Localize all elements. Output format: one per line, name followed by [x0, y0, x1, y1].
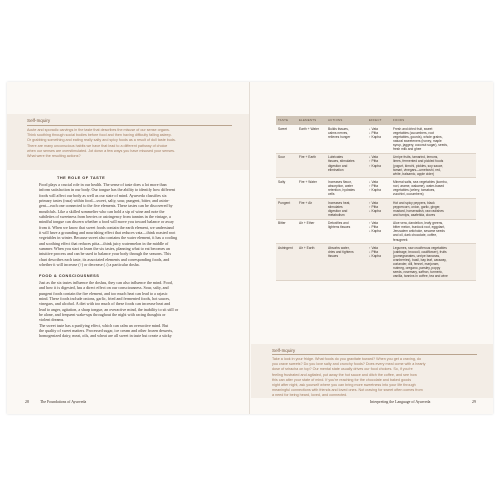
table-cell: Detoxifies and lightens tissues [326, 219, 367, 244]
table-cell: Sweet [276, 125, 297, 153]
running-title: The Foundations of Ayurveda [40, 400, 87, 404]
table-cell: Sour [276, 153, 297, 178]
table-row [276, 153, 476, 178]
table-cell: Builds tissues, calms nerves, relieves hunger [326, 125, 367, 153]
page-number: 28 [25, 400, 29, 404]
food-consciousness-body: Just as the six tastes influence the doshas, they can also influence the mind. Food, and how it is digested, has a direct effect on our consciousness. Sour, salty, and pungent foods contain the fire element, and too much heat can lead to a rajasic mind. These foods include onions, garlic, fried and fermented foods, hot sauces, vinegars, and alcohol. A diet with too much of these foods can increase heat and lead to anger, agitation, a sharp tongue, an overactive mind, the inability to sit still or be alone, and frequent wake-ups throughout the night with racing thoughts or violent dreams. The sweet taste has a purifying effect, which can calm an overactive mind. But the quality of sweet matters. Processed sugar, ice cream and other frozen desserts, homogenized dairy, meat, oils, and wheat are all sweet in taste but create a sticky [39, 280, 179, 339]
table-cell: Absorbs water, dries and tightens tissues [326, 244, 367, 281]
table-row [276, 244, 476, 281]
self-inquiry-text: Acute and sporadic carvings in the taste that describes the misuse of our sense organs. Think soothing through social bodies before food and then having difficulty falling asleep. Or grabbing something and eating really salty and spicy foods as a result of dull taste buds. There are many unconscious habits we have that lead to a different pathway of choice when our senses are overstimulated. Jot down a few ways you have misused your senses. What were the resulting actions? [27, 128, 176, 159]
book-spread [7, 82, 493, 414]
table-cell: ↑ Vata ↓ Pitta ↓ Kapha [367, 244, 391, 281]
table-row [276, 178, 476, 199]
table-cell: Mineral salts, sea vegetables (kombu, nori, arame, wakame), water-based vegetables (celery, tomatoes, zucchini, cucumbers) [391, 178, 476, 199]
table-cell: Aloe vera, dandelion, leafy greens, bitter melon, burdock root, eggplant, Jerusalem artichoke, sesame seeds and oil, dark chocolate, coffee, fenugreek [391, 219, 476, 244]
table-cell: Air + Earth [297, 244, 326, 281]
column-header-elements: ELEMENTS [297, 116, 326, 125]
table-cell: Unripe fruits, tamarind, lemons, limes, fermented and pickled foods (yogurt, kimchi, pickles, soy sauce, tamari, vinegars—umeboshi, red, white, balsamic, apple cider) [391, 153, 476, 178]
self-inquiry-text: Take a look in your fridge. What foods do you gravitate toward? When you get a craving, do you crave sweets? Do you love salty and crunchy foods? Does every meal come with a hearty dose of sriracha on top? Our mental state usually drives our food choices. So, if you're feeling frustrated and agitated, put away the hot sauce and ditch the coffee, and see how this can alter your state of mind. If you're reaching for the chocolate and baked goods night after night, ask yourself where you can bring more sweetness into your life through meaningful connections with friends and loved ones. Not craving for sweet often comes from a need for being heard, loved, and connected. [272, 357, 426, 398]
table-cell: ↓ Vata ↓ Pitta ↑ Kapha [367, 125, 391, 153]
column-header-effect: EFFECT [367, 116, 391, 125]
divider [27, 125, 232, 126]
section-heading-food-consciousness: FOOD & CONSCIOUSNESS [39, 273, 100, 278]
table-cell: ↑ Vata ↓ Pitta ↓ Kapha [367, 219, 391, 244]
column-header-taste: TASTE [276, 116, 297, 125]
column-header-actions: ACTIONS [326, 116, 367, 125]
section-heading-role-of-taste: THE ROLE OF TASTE [57, 175, 106, 180]
right-page [250, 82, 493, 414]
divider [272, 354, 477, 355]
table-header-row [276, 116, 476, 125]
table-row [276, 219, 476, 244]
page-number: 29 [472, 400, 476, 404]
role-of-taste-body: Food plays a crucial role in our health. The sense of taste does a lot more than inform satisfaction in our body. Our tongue has the ability to identify how different foods will affect our body as well as our state of mind. Ayurveda classifies six primary tastes (rasa) within food—sweet, salty, sour, pungent, bitter, and astrin- gent—each one connected to the five elements. These tastes can be discovered by mouthfuls. Like a skilled sommelier who can hold a sip of wine and note the subtleties of sweetness from berries or astringency from tannins in the vintage, a mindful tongue can discern whether a food will move you toward balance or away from it. When we know that sweet foods contain the earth element, we understand it will have a grounding and nourishing effect that reduces vata—think roasted root vegetables in winter. Because sweet also contains the water element, it has a cooling and soothing effect that reduces pitta—think juicy watermelon in the middle of summer. When you start to learn the six tastes, planning what to eat becomes an intuitive process and can be used to balance your body through the seasons. This chart describes each taste, its associated elements and corresponding foods, and whether it will increase (↑) or decrease (↓) a particular dosha. [39, 182, 178, 268]
table-cell: Astringent [276, 244, 297, 281]
table-cell: ↓ Vata ↑ Pitta ↑ Kapha [367, 153, 391, 178]
table-row [276, 198, 476, 219]
left-page [7, 82, 250, 414]
table-cell: Pungent [276, 198, 297, 219]
table-cell: Increases flavor, absorption, water retention, hydrates cells [326, 178, 367, 199]
table-cell: Hot and spicy peppers, black peppercorn, onion, garlic, ginger, mustard, horseradish, raw radishes and turnips, asafetida, cloves [391, 198, 476, 219]
six-tastes-table [276, 116, 476, 281]
table-cell: Fresh and dried fruit, sweet vegetables (cucumbers, root vegetables, gourds), whole grains, natural sweeteners (honey, maple syrup, jaggery, coconut sugar), seeds, fresh milk and ghee [391, 125, 476, 153]
self-inquiry-title: Self-Inquiry [272, 348, 296, 353]
table-cell: Increases heat, stimulates digestion and metabolism [326, 198, 367, 219]
table-cell: Bitter [276, 219, 297, 244]
table-cell: Earth + Water [297, 125, 326, 153]
table-cell: ↓ Vata ↑ Pitta ↑ Kapha [367, 178, 391, 199]
table-cell: Lubricates tissues, stimulates digestion and elimination [326, 153, 367, 178]
table-row [276, 125, 476, 153]
table-cell: Fire + Earth [297, 153, 326, 178]
table-cell: Fire + Water [297, 178, 326, 199]
self-inquiry-title: Self-Inquiry [27, 118, 51, 123]
table-cell: Salty [276, 178, 297, 199]
table-cell: Air + Ether [297, 219, 326, 244]
table-cell: Legumes, raw cruciferous vegetables (cabbage, broccoli, cauliflower), fruits (pomegranates, unripe bananas, cranberries), basil, bay leaf, caraway, coriander, dill, fennel, marjoram, nutmeg, oregano, parsley, poppy seeds, rosemary, saffron, turmeric, vanilla, tannins in coffee, tea and wine [391, 244, 476, 281]
table-cell: ↑ Vata ↑ Pitta ↓ Kapha [367, 198, 391, 219]
running-title: Interpreting the Language of Ayurveda [370, 400, 431, 404]
column-header-foods: FOODS [391, 116, 476, 125]
table-cell: Fire + Air [297, 198, 326, 219]
